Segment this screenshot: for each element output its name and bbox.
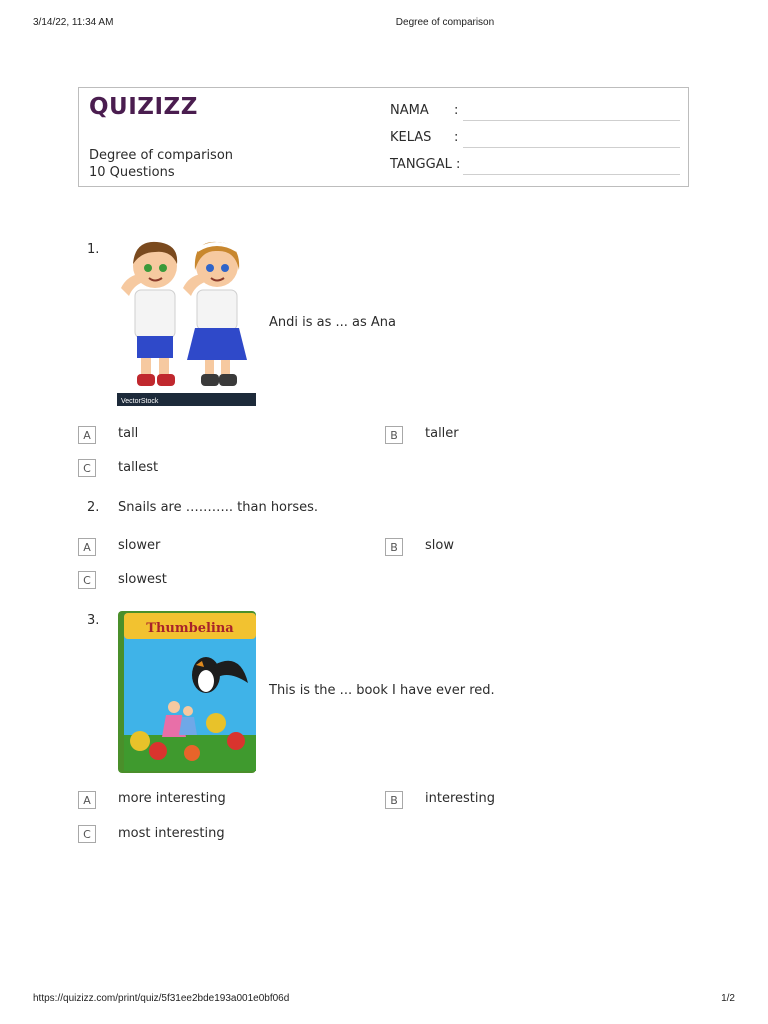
q1-option-a-box[interactable]: A xyxy=(78,426,96,444)
print-title: Degree of comparison xyxy=(395,17,495,28)
print-header xyxy=(0,17,768,31)
question-2-number: 2. xyxy=(87,500,100,515)
tanggal-line xyxy=(463,167,680,175)
q2-option-b-text: slow xyxy=(425,538,454,553)
q3-option-c-box[interactable]: C xyxy=(78,825,96,843)
q2-option-a-text: slower xyxy=(118,538,161,553)
q3-option-c-text: most interesting xyxy=(118,826,225,841)
nama-colon: : xyxy=(454,103,459,118)
quiz-header-box xyxy=(78,87,689,187)
quiz-title: Degree of comparison xyxy=(89,148,234,163)
tanggal-label: TANGGAL : xyxy=(390,157,461,172)
q3-option-a-text: more interesting xyxy=(118,791,226,806)
q2-option-b-box[interactable]: B xyxy=(385,538,403,556)
quizizz-logo: QUIZIZZ xyxy=(89,94,198,120)
q1-option-c-text: tallest xyxy=(118,460,159,475)
q1-option-a-text: tall xyxy=(118,426,139,441)
question-3-text: This is the ... book I have ever red. xyxy=(269,683,495,698)
print-datetime: 3/14/22, 11:34 AM xyxy=(33,17,114,28)
q2-option-c-text: slowest xyxy=(118,572,167,587)
q1-option-c-box[interactable]: C xyxy=(78,459,96,477)
question-1-image xyxy=(117,236,256,406)
kelas-colon: : xyxy=(454,130,459,145)
question-2-text: Snails are ……….. than horses. xyxy=(118,500,319,515)
book-title: Thumbelina xyxy=(146,621,234,636)
kids-saluting-illustration xyxy=(117,236,256,406)
page-number: 1/2 xyxy=(721,993,735,1004)
nama-label: NAMA xyxy=(390,103,429,118)
q1-option-b-box[interactable]: B xyxy=(385,426,403,444)
vectorstock-watermark: VectorStock xyxy=(121,398,159,405)
kelas-line xyxy=(463,140,680,148)
q2-option-c-box[interactable]: C xyxy=(78,571,96,589)
question-3-number: 3. xyxy=(87,613,100,628)
nama-line xyxy=(463,113,680,121)
q3-option-b-text: interesting xyxy=(425,791,495,806)
q3-option-b-box[interactable]: B xyxy=(385,791,403,809)
print-footer xyxy=(0,993,768,1007)
q2-option-a-box[interactable]: A xyxy=(78,538,96,556)
question-1-number: 1. xyxy=(87,242,100,257)
kelas-label: KELAS xyxy=(390,130,432,145)
q1-option-b-text: taller xyxy=(425,426,459,441)
question-3-image xyxy=(118,611,256,773)
print-url[interactable]: https://quizizz.com/print/quiz/5f31ee2bde193a001e0bf06d xyxy=(33,993,290,1004)
question-1-text: Andi is as ... as Ana xyxy=(269,315,397,330)
q3-option-a-box[interactable]: A xyxy=(78,791,96,809)
question-count: 10 Questions xyxy=(89,165,175,180)
thumbelina-book-cover xyxy=(118,611,256,773)
